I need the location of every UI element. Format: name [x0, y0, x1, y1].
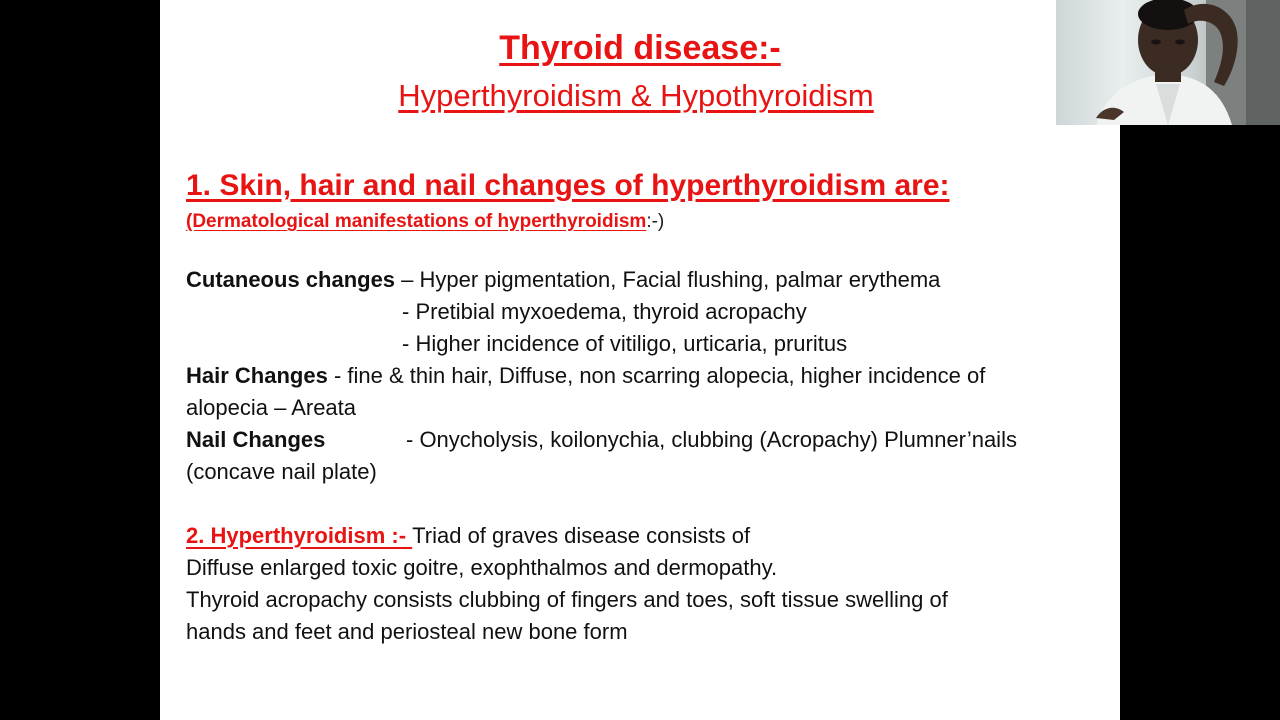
section2-line-4: hands and feet and periosteal new bone form: [186, 619, 628, 644]
cutaneous-label: Cutaneous changes: [186, 267, 396, 292]
section2-heading: 2. Hyperthyroidism :-: [186, 523, 413, 548]
nail-line-1: - Onycholysis, koilonychia, clubbing (Acropachy) Plumner’nails: [406, 427, 1017, 452]
nail-line-2: (concave nail plate): [186, 459, 377, 484]
section2-line-1: [186, 520, 750, 552]
presenter-webcam: [1056, 0, 1280, 125]
cutaneous-line-3: - Higher incidence of vitiligo, urticaria, pruritus: [402, 331, 848, 356]
presenter-video-icon: [1056, 0, 1280, 125]
slide: [160, 0, 1120, 720]
section1-subheading-tail: :-): [646, 211, 665, 232]
nail-label: [186, 424, 325, 456]
section2-line-3: Thyroid acropachy consists clubbing of fingers and toes, soft tissue swelling of: [186, 587, 948, 612]
section2-line-2: Diffuse enlarged toxic goitre, exophthalmos and dermopathy.: [186, 555, 778, 580]
cutaneous-line-2: - Pretibial myxoedema, thyroid acropachy: [402, 299, 807, 324]
hair-text-1: - fine & thin hair, Diffuse, non scarring alopecia, higher incidence of: [327, 363, 986, 388]
hair-line-2: alopecia – Areata: [186, 395, 357, 420]
hair-line-1: [186, 360, 985, 392]
hair-label: Hair Changes: [186, 363, 328, 388]
cutaneous-line-1: [186, 264, 940, 296]
section1-subheading: [186, 208, 664, 236]
nail-label-text: Nail Changes: [186, 427, 326, 452]
section1-subheading-red: (Dermatological manifestations of hyperthyroidism: [186, 211, 647, 232]
slide-title: Thyroid disease:-: [499, 29, 781, 67]
section2-text-1: Triad of graves disease consists of: [412, 523, 751, 548]
section1-heading: 1. Skin, hair and nail changes of hyperthyroidism are:: [186, 169, 950, 202]
cutaneous-text-1: – Hyper pigmentation, Facial flushing, palmar erythema: [395, 267, 941, 292]
slide-subtitle: Hyperthyroidism & Hypothyroidism: [398, 78, 874, 113]
